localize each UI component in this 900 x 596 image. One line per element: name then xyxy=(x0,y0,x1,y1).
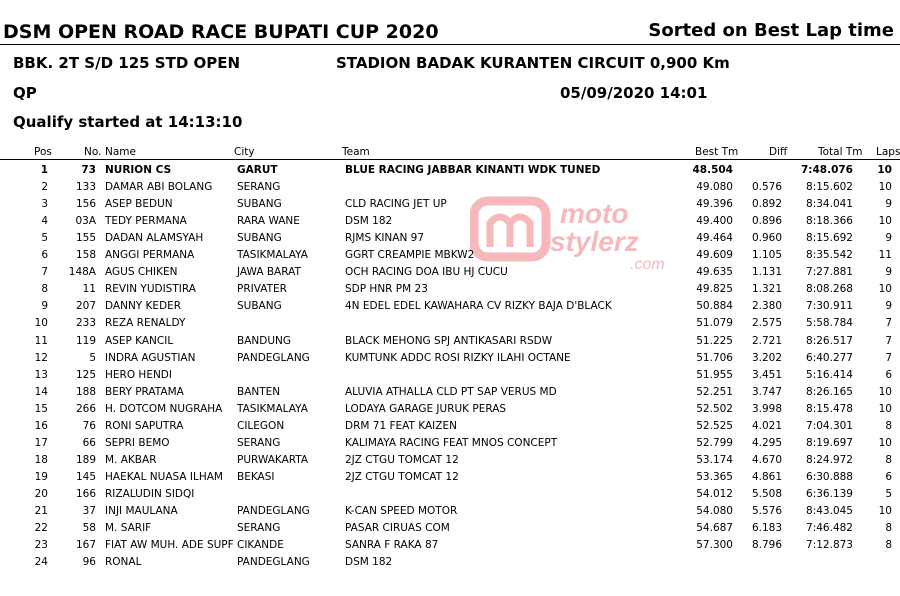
cell-total: 8:15.692 xyxy=(806,232,853,245)
cell-team: OCH RACING DOA IBU HJ CUCU xyxy=(345,266,508,279)
cell-diff: 0.576 xyxy=(751,181,782,194)
cell-laps: 9 xyxy=(885,266,892,279)
cell-city: TASIKMALAYA xyxy=(237,249,308,262)
cell-best: 49.609 xyxy=(696,249,733,262)
col-city: City xyxy=(234,146,255,158)
cell-no: 189 xyxy=(75,453,96,466)
cell-pos: 21 xyxy=(34,505,48,517)
cell-pos: 17 xyxy=(34,436,48,449)
cell-total: 8:24.972 xyxy=(806,453,853,466)
cell-diff: 8.796 xyxy=(751,539,782,552)
cell-team: 4N EDEL EDEL KAWAHARA CV RIZKY BAJA D'BLACK xyxy=(345,300,612,313)
cell-city: RARA WANE xyxy=(237,215,300,228)
table-row xyxy=(0,452,900,469)
cell-team: 2JZ CTGU TOMCAT 12 xyxy=(345,470,459,483)
cell-name: ANGGI PERMANA xyxy=(105,249,195,262)
cell-city: TASIKMALAYA xyxy=(237,402,308,415)
header-rule xyxy=(0,44,900,45)
table-header-rule xyxy=(0,159,900,160)
cell-pos: 9 xyxy=(41,300,48,313)
cell-best: 49.464 xyxy=(696,232,733,245)
cell-name: BERY PRATAMA xyxy=(105,385,184,398)
cell-no: 76 xyxy=(82,419,96,432)
cell-pos: 4 xyxy=(41,215,48,228)
cell-diff: 4.295 xyxy=(751,436,782,449)
cell-diff: 5.576 xyxy=(751,505,782,517)
cell-team: KALIMAYA RACING FEAT MNOS CONCEPT xyxy=(345,436,558,449)
cell-name: TEDY PERMANA xyxy=(105,215,187,228)
cell-no: 11 xyxy=(82,283,96,296)
cell-diff: 3.998 xyxy=(751,402,782,415)
cell-no: 207 xyxy=(75,300,96,313)
cell-city: SERANG xyxy=(237,522,281,535)
session-datetime: 05/09/2020 14:01 xyxy=(560,84,708,102)
cell-laps: 9 xyxy=(885,232,892,245)
cell-diff: 0.892 xyxy=(751,198,782,211)
cell-city: JAWA BARAT xyxy=(237,266,301,279)
cell-laps: 10 xyxy=(878,402,892,415)
table-row xyxy=(0,418,900,435)
cell-name: AGUS CHIKEN xyxy=(105,266,178,279)
cell-team: LODAYA GARAGE JURUK PERAS xyxy=(345,402,507,415)
cell-no: 03A xyxy=(75,215,96,228)
cell-team: SANRA F RAKA 87 xyxy=(345,539,439,552)
cell-diff: 1.105 xyxy=(751,249,782,262)
cell-name: ASEP BEDUN xyxy=(105,198,173,211)
cell-pos: 11 xyxy=(34,334,48,347)
cell-no: 266 xyxy=(75,402,96,415)
sort-label: Sorted on Best Lap time xyxy=(648,20,894,41)
table-row xyxy=(0,281,900,298)
cell-pos: 6 xyxy=(41,249,48,262)
cell-laps: 7 xyxy=(885,351,892,364)
cell-city: PANDEGLANG xyxy=(237,556,310,569)
cell-best: 49.396 xyxy=(696,198,733,211)
cell-total: 8:08.268 xyxy=(806,283,853,296)
cell-pos: 1 xyxy=(40,164,48,176)
cell-city: PANDEGLANG xyxy=(237,351,310,364)
cell-laps: 7 xyxy=(885,334,892,347)
cell-pos: 2 xyxy=(41,181,48,194)
table-row xyxy=(0,486,900,503)
cell-city: BANDUNG xyxy=(237,334,292,347)
cell-name: NURION CS xyxy=(105,164,172,176)
cell-name: M. SARIF xyxy=(105,522,152,535)
cell-city: SUBANG xyxy=(237,300,282,313)
cell-city: PURWAKARTA xyxy=(237,453,309,466)
cell-diff: 2.721 xyxy=(751,334,782,347)
cell-city: SUBANG xyxy=(237,198,282,211)
cell-pos: 23 xyxy=(34,539,48,552)
watermark-text-1: moto xyxy=(560,198,629,229)
cell-best: 49.400 xyxy=(696,215,733,228)
cell-pos: 7 xyxy=(41,266,48,279)
cell-diff: 3.451 xyxy=(751,368,782,381)
cell-total: 6:40.277 xyxy=(806,351,853,364)
table-row xyxy=(0,315,900,332)
cell-team: KUMTUNK ADDC ROSI RIZKY ILAHI OCTANE xyxy=(345,351,571,364)
cell-team: PASAR CIRUAS COM xyxy=(345,522,450,535)
cell-team: 2JZ CTGU TOMCAT 12 xyxy=(345,453,459,466)
cell-pos: 8 xyxy=(41,283,48,296)
cell-team: DSM 182 xyxy=(345,215,393,228)
cell-city: PANDEGLANG xyxy=(237,505,310,517)
cell-team: GGRT CREAMPIE MBKW2 xyxy=(345,249,475,262)
table-row xyxy=(0,162,900,179)
cell-total: 8:15.602 xyxy=(806,181,853,194)
cell-laps: 10 xyxy=(878,215,892,228)
cell-pos: 16 xyxy=(34,419,48,432)
cell-pos: 22 xyxy=(34,522,48,535)
cell-best: 54.012 xyxy=(696,487,733,500)
cell-diff: 0.896 xyxy=(751,215,782,228)
cell-name: RONI SAPUTRA xyxy=(105,419,184,432)
cell-best: 54.687 xyxy=(696,522,733,535)
cell-no: 156 xyxy=(75,198,96,211)
col-total: Total Tm xyxy=(818,146,863,158)
cell-total: 7:48.076 xyxy=(800,164,853,176)
cell-total: 8:18.366 xyxy=(806,215,853,228)
cell-pos: 5 xyxy=(41,232,48,245)
cell-no: 167 xyxy=(75,539,96,552)
cell-name: H. DOTCOM NUGRAHA xyxy=(105,402,223,415)
table-row xyxy=(0,247,900,264)
cell-city: CIKANDE xyxy=(237,539,284,552)
cell-no: 66 xyxy=(82,436,96,449)
cell-best: 49.825 xyxy=(696,283,733,296)
cell-total: 8:43.045 xyxy=(806,505,853,517)
table-row xyxy=(0,435,900,452)
cell-best: 52.525 xyxy=(696,419,733,432)
cell-laps: 8 xyxy=(885,419,892,432)
col-name: Name xyxy=(105,146,136,158)
cell-city: CILEGON xyxy=(237,419,285,432)
cell-diff: 2.575 xyxy=(751,317,782,330)
table-row xyxy=(0,537,900,554)
cell-name: M. AKBAR xyxy=(105,453,157,466)
cell-diff: 4.670 xyxy=(751,453,782,466)
cell-best: 49.635 xyxy=(696,266,733,279)
table-row xyxy=(0,298,900,315)
cell-diff: 6.183 xyxy=(751,522,782,535)
cell-total: 7:46.482 xyxy=(806,522,853,535)
cell-best: 48.504 xyxy=(692,164,733,176)
cell-name: RONAL xyxy=(105,556,142,569)
cell-city: SERANG xyxy=(237,181,281,194)
cell-pos: 10 xyxy=(34,317,48,330)
cell-total: 8:19.697 xyxy=(806,436,853,449)
cell-laps: 10 xyxy=(878,181,892,194)
table-row xyxy=(0,196,900,213)
cell-no: 96 xyxy=(82,556,96,569)
cell-best: 50.884 xyxy=(696,300,733,313)
table-row xyxy=(0,401,900,418)
cell-diff: 5.508 xyxy=(751,487,782,500)
cell-total: 8:26.165 xyxy=(806,385,853,398)
cell-laps: 6 xyxy=(885,368,892,381)
watermark-text-3: .com xyxy=(630,256,665,273)
cell-diff: 0.960 xyxy=(751,232,782,245)
col-pos: Pos xyxy=(34,146,52,158)
cell-name: DAMAR ABI BOLANG xyxy=(105,181,213,194)
table-row xyxy=(0,213,900,230)
cell-no: 188 xyxy=(75,385,96,398)
cell-diff: 3.747 xyxy=(751,385,782,398)
cell-city: GARUT xyxy=(237,164,278,176)
table-row xyxy=(0,503,900,520)
cell-laps: 8 xyxy=(885,453,892,466)
cell-total: 7:27.881 xyxy=(806,266,853,279)
cell-name: SEPRI BEMO xyxy=(105,436,170,449)
cell-laps: 5 xyxy=(885,487,892,500)
cell-laps: 9 xyxy=(885,300,892,313)
cell-diff: 4.021 xyxy=(751,419,782,432)
cell-no: 58 xyxy=(82,522,96,535)
cell-pos: 12 xyxy=(34,351,48,364)
cell-total: 8:35.542 xyxy=(806,249,853,262)
cell-team: CLD RACING JET UP xyxy=(345,198,447,211)
col-no: No. xyxy=(84,146,102,158)
cell-total: 8:34.041 xyxy=(806,198,853,211)
cell-no: 158 xyxy=(75,249,96,262)
cell-best: 51.225 xyxy=(696,334,733,347)
cell-laps: 10 xyxy=(877,164,892,176)
cell-laps: 6 xyxy=(885,470,892,483)
cell-no: 155 xyxy=(75,232,96,245)
cell-best: 54.080 xyxy=(696,505,733,517)
table-row xyxy=(0,554,900,571)
cell-best: 51.955 xyxy=(696,368,733,381)
cell-team: DRM 71 FEAT KAIZEN xyxy=(345,419,457,432)
cell-pos: 13 xyxy=(34,368,48,381)
cell-total: 7:12.873 xyxy=(806,539,853,552)
col-team: Team xyxy=(342,146,370,158)
cell-team: SDP HNR PM 23 xyxy=(345,283,428,296)
col-best: Best Tm xyxy=(695,146,739,158)
cell-name: REZA RENALDY xyxy=(105,317,186,330)
table-row xyxy=(0,350,900,367)
cell-total: 5:58.784 xyxy=(806,317,853,330)
cell-laps: 10 xyxy=(878,283,892,296)
cell-best: 53.365 xyxy=(696,470,733,483)
cell-pos: 20 xyxy=(34,487,48,500)
cell-pos: 14 xyxy=(34,385,48,398)
table-row xyxy=(0,264,900,281)
cell-pos: 3 xyxy=(41,198,48,211)
cell-name: DADAN ALAMSYAH xyxy=(105,232,204,245)
qualify-start: Qualify started at 14:13:10 xyxy=(13,113,243,131)
col-diff: Diff xyxy=(769,146,788,158)
cell-name: REVIN YUDISTIRA xyxy=(105,283,196,296)
cell-no: 125 xyxy=(75,368,96,381)
cell-best: 52.502 xyxy=(696,402,733,415)
cell-no: 233 xyxy=(75,317,96,330)
cell-name: ASEP KANCIL xyxy=(105,334,174,347)
cell-name: DANNY KEDER xyxy=(105,300,182,313)
cell-team: BLUE RACING JABBAR KINANTI WDK TUNED xyxy=(345,164,601,176)
cell-name: RIZALUDIN SIDQI xyxy=(105,487,195,500)
cell-best: 51.706 xyxy=(696,351,733,364)
cell-diff: 1.131 xyxy=(751,266,782,279)
cell-team: RJMS KINAN 97 xyxy=(345,232,425,245)
table-row xyxy=(0,384,900,401)
cell-pos: 18 xyxy=(34,453,48,466)
cell-pos: 19 xyxy=(34,470,48,483)
table-row xyxy=(0,333,900,350)
cell-city: BEKASI xyxy=(237,470,275,483)
class-name: BBK. 2T S/D 125 STD OPEN xyxy=(13,54,241,72)
cell-no: 37 xyxy=(82,505,96,517)
cell-laps: 8 xyxy=(885,522,892,535)
session-label: QP xyxy=(13,84,37,102)
cell-no: 73 xyxy=(81,164,96,176)
table-row xyxy=(0,469,900,486)
cell-team: K-CAN SPEED MOTOR xyxy=(345,505,458,517)
table-row xyxy=(0,367,900,384)
cell-diff: 1.321 xyxy=(751,283,782,296)
cell-pos: 15 xyxy=(34,402,48,415)
cell-best: 52.799 xyxy=(696,436,733,449)
cell-total: 7:30.911 xyxy=(806,300,853,313)
cell-best: 52.251 xyxy=(696,385,733,398)
event-title: DSM OPEN ROAD RACE BUPATI CUP 2020 xyxy=(3,21,439,43)
cell-best: 51.079 xyxy=(696,317,733,330)
table-row xyxy=(0,179,900,196)
cell-total: 8:26.517 xyxy=(806,334,853,347)
cell-total: 6:36.139 xyxy=(806,487,853,500)
cell-laps: 10 xyxy=(878,385,892,398)
cell-no: 166 xyxy=(75,487,96,500)
cell-best: 53.174 xyxy=(696,453,733,466)
cell-no: 5 xyxy=(89,351,96,364)
cell-total: 5:16.414 xyxy=(806,368,853,381)
cell-diff: 2.380 xyxy=(751,300,782,313)
cell-team: BLACK MEHONG SPJ ANTIKASARI RSDW xyxy=(345,334,553,347)
cell-laps: 8 xyxy=(885,539,892,552)
cell-team: ALUVIA ATHALLA CLD PT SAP VERUS MD xyxy=(345,385,557,398)
cell-best: 57.300 xyxy=(696,539,733,552)
cell-city: SUBANG xyxy=(237,232,282,245)
cell-city: SERANG xyxy=(237,436,281,449)
cell-name: HAEKAL NUASA ILHAM xyxy=(105,470,223,483)
cell-total: 7:04.301 xyxy=(806,419,853,432)
cell-laps: 10 xyxy=(878,505,892,517)
cell-total: 6:30.888 xyxy=(806,470,853,483)
cell-name: FIAT AW MUH. ADE SUPF xyxy=(105,539,234,552)
cell-no: 148A xyxy=(68,266,96,279)
cell-best: 49.080 xyxy=(696,181,733,194)
cell-team: DSM 182 xyxy=(345,556,393,569)
watermark-text-2: stylerz xyxy=(550,226,639,257)
cell-name: INJI MAULANA xyxy=(105,505,178,517)
cell-name: INDRA AGUSTIAN xyxy=(105,351,196,364)
cell-laps: 9 xyxy=(885,198,892,211)
cell-total: 8:15.478 xyxy=(806,402,853,415)
table-row xyxy=(0,230,900,247)
circuit-name: STADION BADAK KURANTEN CIRCUIT 0,900 Km xyxy=(336,54,730,72)
cell-no: 145 xyxy=(75,470,96,483)
cell-no: 119 xyxy=(75,334,96,347)
cell-diff: 4.861 xyxy=(751,470,782,483)
cell-laps: 11 xyxy=(878,249,892,262)
cell-city: PRIVATER xyxy=(237,283,287,296)
cell-no: 133 xyxy=(75,181,96,194)
col-laps: Laps xyxy=(876,146,900,158)
cell-diff: 3.202 xyxy=(751,351,782,364)
cell-pos: 24 xyxy=(34,556,48,569)
cell-laps: 10 xyxy=(878,436,892,449)
cell-laps: 7 xyxy=(885,317,892,330)
cell-city: BANTEN xyxy=(237,385,281,398)
cell-name: HERO HENDI xyxy=(105,368,172,381)
table-row xyxy=(0,520,900,537)
